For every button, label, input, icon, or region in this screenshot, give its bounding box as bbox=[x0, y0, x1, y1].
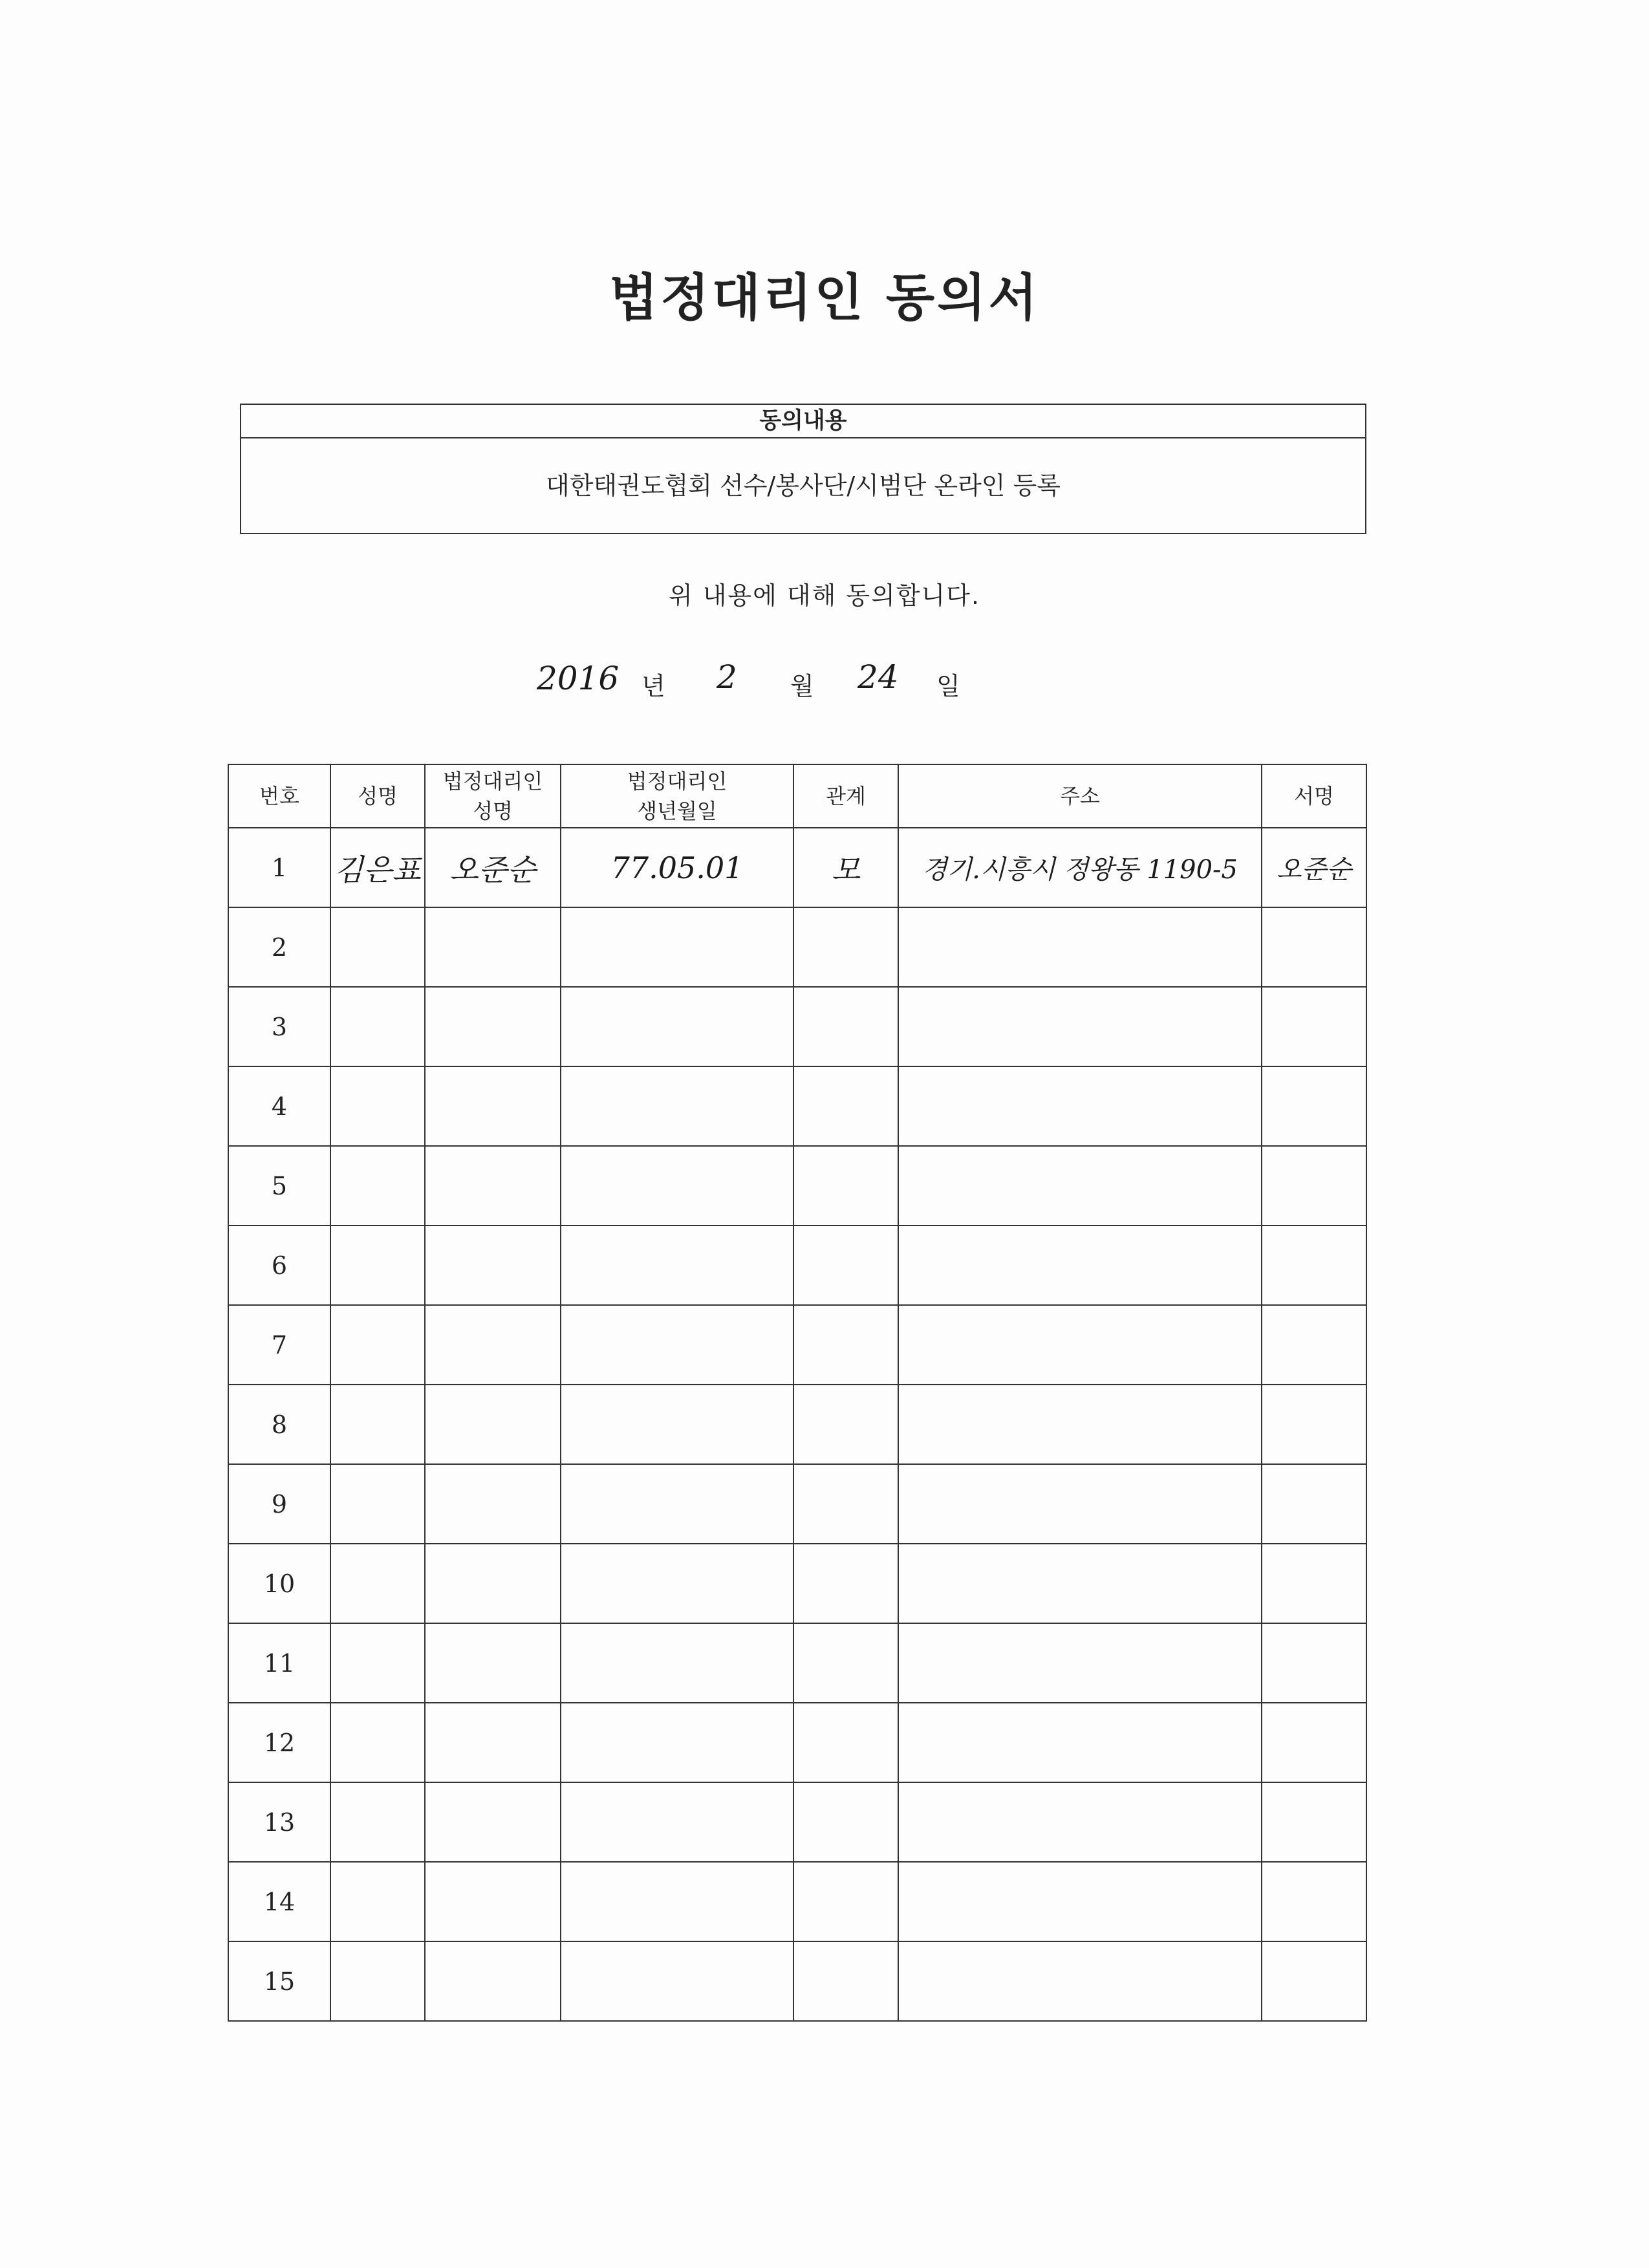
cell-relation bbox=[793, 1782, 898, 1862]
cell-name bbox=[330, 1782, 425, 1862]
representative-table bbox=[228, 764, 1367, 2022]
cell-rep-name bbox=[425, 1305, 561, 1385]
table-row bbox=[228, 1544, 1366, 1623]
table-row bbox=[228, 1623, 1366, 1703]
cell-address bbox=[898, 907, 1262, 987]
date-line bbox=[0, 658, 1649, 710]
cell-rep-birth bbox=[561, 1544, 793, 1623]
cell-name bbox=[330, 1066, 425, 1146]
cell-name bbox=[330, 1623, 425, 1703]
cell-relation bbox=[793, 1305, 898, 1385]
header-relation: 관계 bbox=[793, 764, 898, 828]
cell-signature bbox=[1262, 907, 1366, 987]
cell-rep-birth bbox=[561, 1226, 793, 1305]
cell-rep-birth bbox=[561, 1066, 793, 1146]
cell-relation bbox=[793, 1385, 898, 1464]
cell-relation bbox=[793, 1226, 898, 1305]
table-header-row bbox=[228, 764, 1366, 828]
cell-relation bbox=[793, 1703, 898, 1782]
agreement-statement: 위 내용에 대해 동의합니다. bbox=[668, 581, 981, 610]
cell-name bbox=[330, 1146, 425, 1226]
table-row bbox=[228, 1941, 1366, 2021]
cell-rep-name bbox=[425, 1226, 561, 1305]
cell-signature bbox=[1262, 1941, 1366, 2021]
table-row bbox=[228, 1226, 1366, 1305]
cell-rep-name bbox=[425, 1464, 561, 1544]
cell-name bbox=[330, 1305, 425, 1385]
cell-number: 12 bbox=[228, 1703, 330, 1782]
cell-number: 9 bbox=[228, 1464, 330, 1544]
cell-address bbox=[898, 1146, 1262, 1226]
cell-number: 10 bbox=[228, 1544, 330, 1623]
cell-rep-birth bbox=[561, 1782, 793, 1862]
table-row bbox=[228, 1862, 1366, 1941]
cell-number: 4 bbox=[228, 1066, 330, 1146]
cell-address bbox=[898, 1782, 1262, 1862]
cell-rep-name bbox=[425, 1703, 561, 1782]
cell-name bbox=[330, 1464, 425, 1544]
cell-signature bbox=[1262, 1464, 1366, 1544]
cell-rep-birth bbox=[561, 987, 793, 1066]
cell-number: 15 bbox=[228, 1941, 330, 2021]
cell-name bbox=[330, 1226, 425, 1305]
cell-name bbox=[330, 1862, 425, 1941]
consent-box bbox=[240, 404, 1366, 534]
cell-number: 1 bbox=[228, 828, 330, 907]
cell-number: 11 bbox=[228, 1623, 330, 1703]
cell-relation bbox=[793, 907, 898, 987]
cell-rep-birth bbox=[561, 1623, 793, 1703]
cell-number: 7 bbox=[228, 1305, 330, 1385]
cell-rep-birth bbox=[561, 1146, 793, 1226]
cell-relation bbox=[793, 1146, 898, 1226]
cell-address bbox=[898, 1544, 1262, 1623]
cell-signature bbox=[1262, 1305, 1366, 1385]
cell-address bbox=[898, 1385, 1262, 1464]
cell-signature: 오준순 bbox=[1262, 828, 1366, 907]
cell-relation bbox=[793, 1464, 898, 1544]
date-month-handwritten: 2 bbox=[717, 658, 737, 696]
table-row bbox=[228, 1066, 1366, 1146]
cell-rep-birth bbox=[561, 1941, 793, 2021]
cell-address: 경기.시흥시 정왕동 1190-5 bbox=[898, 828, 1262, 907]
cell-rep-name bbox=[425, 1941, 561, 2021]
cell-number: 5 bbox=[228, 1146, 330, 1226]
header-rep-birth-line1: 법정대리인 bbox=[627, 769, 727, 794]
cell-signature bbox=[1262, 1385, 1366, 1464]
cell-address bbox=[898, 1862, 1262, 1941]
cell-name bbox=[330, 1703, 425, 1782]
date-day-handwritten: 24 bbox=[857, 658, 899, 696]
cell-signature bbox=[1262, 987, 1366, 1066]
cell-address bbox=[898, 987, 1262, 1066]
cell-rep-name bbox=[425, 1066, 561, 1146]
cell-address bbox=[898, 1623, 1262, 1703]
cell-number: 8 bbox=[228, 1385, 330, 1464]
cell-rep-name bbox=[425, 987, 561, 1066]
cell-address bbox=[898, 1941, 1262, 2021]
date-year-label: 년 bbox=[641, 672, 665, 700]
header-rep-birth-line2: 생년월일 bbox=[637, 799, 717, 823]
cell-rep-name bbox=[425, 1544, 561, 1623]
cell-signature bbox=[1262, 1703, 1366, 1782]
consent-header: 동의내용 bbox=[241, 405, 1365, 438]
header-rep-name-line1: 법정대리인 bbox=[442, 769, 543, 794]
cell-name bbox=[330, 987, 425, 1066]
cell-address bbox=[898, 1066, 1262, 1146]
cell-relation bbox=[793, 1544, 898, 1623]
table-row bbox=[228, 1782, 1366, 1862]
cell-number: 2 bbox=[228, 907, 330, 987]
cell-relation bbox=[793, 1862, 898, 1941]
cell-rep-birth bbox=[561, 1305, 793, 1385]
table-row bbox=[228, 1385, 1366, 1464]
cell-signature bbox=[1262, 1226, 1366, 1305]
cell-relation bbox=[793, 987, 898, 1066]
cell-relation bbox=[793, 1941, 898, 2021]
header-rep-name bbox=[425, 764, 561, 828]
cell-rep-birth bbox=[561, 1464, 793, 1544]
cell-name bbox=[330, 1544, 425, 1623]
cell-signature bbox=[1262, 1782, 1366, 1862]
cell-number: 3 bbox=[228, 987, 330, 1066]
table-row bbox=[228, 1305, 1366, 1385]
header-name: 성명 bbox=[330, 764, 425, 828]
cell-address bbox=[898, 1464, 1262, 1544]
header-rep-name-line2: 성명 bbox=[473, 799, 513, 823]
cell-signature bbox=[1262, 1544, 1366, 1623]
cell-name bbox=[330, 1941, 425, 2021]
cell-rep-name bbox=[425, 1782, 561, 1862]
cell-signature bbox=[1262, 1146, 1366, 1226]
table-row bbox=[228, 987, 1366, 1066]
header-number: 번호 bbox=[228, 764, 330, 828]
table-row bbox=[228, 1146, 1366, 1226]
cell-rep-name: 오준순 bbox=[425, 828, 561, 907]
cell-rep-name bbox=[425, 1623, 561, 1703]
cell-relation: 모 bbox=[793, 828, 898, 907]
cell-rep-birth bbox=[561, 1385, 793, 1464]
cell-relation bbox=[793, 1066, 898, 1146]
cell-signature bbox=[1262, 1623, 1366, 1703]
header-address: 주소 bbox=[898, 764, 1262, 828]
date-year-handwritten: 2016 bbox=[537, 660, 620, 697]
cell-rep-name bbox=[425, 1146, 561, 1226]
cell-address bbox=[898, 1305, 1262, 1385]
table-row bbox=[228, 907, 1366, 987]
table-row bbox=[228, 1703, 1366, 1782]
cell-name: 김은표 bbox=[330, 828, 425, 907]
document-title: 법정대리인 동의서 bbox=[609, 269, 1040, 327]
cell-rep-birth bbox=[561, 907, 793, 987]
cell-name bbox=[330, 907, 425, 987]
header-signature: 서명 bbox=[1262, 764, 1366, 828]
cell-rep-birth bbox=[561, 1862, 793, 1941]
cell-address bbox=[898, 1703, 1262, 1782]
cell-number: 6 bbox=[228, 1226, 330, 1305]
cell-name bbox=[330, 1385, 425, 1464]
cell-rep-birth bbox=[561, 1703, 793, 1782]
cell-rep-birth: 77.05.01 bbox=[561, 828, 793, 907]
date-day-label: 일 bbox=[936, 672, 960, 700]
cell-signature bbox=[1262, 1862, 1366, 1941]
date-month-label: 월 bbox=[790, 672, 814, 700]
header-rep-birth bbox=[561, 764, 793, 828]
cell-number: 14 bbox=[228, 1862, 330, 1941]
table-row bbox=[228, 1464, 1366, 1544]
cell-address bbox=[898, 1226, 1262, 1305]
cell-rep-name bbox=[425, 1385, 561, 1464]
cell-number: 13 bbox=[228, 1782, 330, 1862]
table-row bbox=[228, 828, 1366, 907]
cell-rep-name bbox=[425, 907, 561, 987]
cell-relation bbox=[793, 1623, 898, 1703]
consent-content: 대한태권도협회 선수/봉사단/시범단 온라인 등록 bbox=[545, 471, 1061, 500]
cell-rep-name bbox=[425, 1862, 561, 1941]
table-body bbox=[228, 828, 1366, 2021]
cell-signature bbox=[1262, 1066, 1366, 1146]
